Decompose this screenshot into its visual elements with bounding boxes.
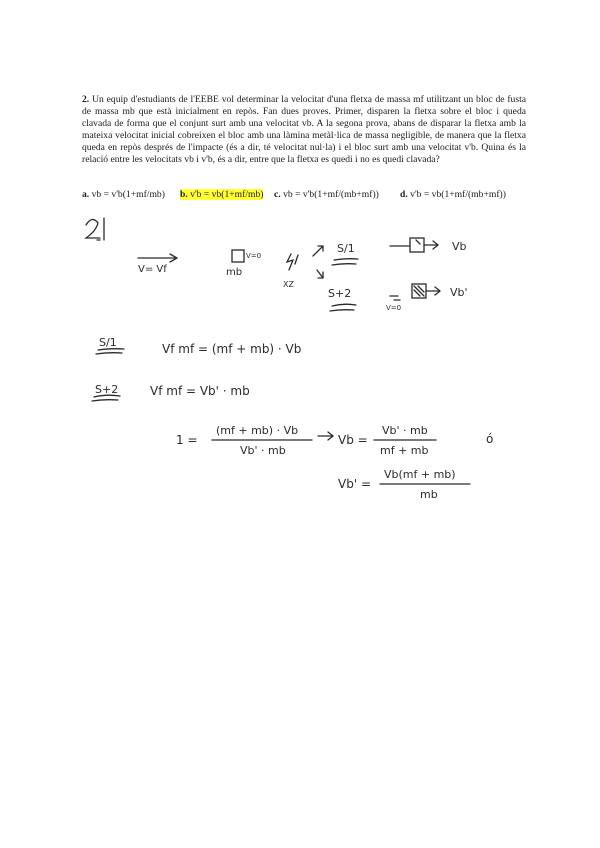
impact-icon [287, 254, 298, 270]
s2-heading-underline [92, 395, 120, 401]
option-b-highlighted [180, 189, 263, 200]
option-a [82, 189, 165, 200]
arrow-down-icon [317, 270, 323, 278]
option-c [274, 189, 379, 200]
option-a-label: a. [82, 189, 90, 200]
option-d [400, 189, 506, 200]
s1-heading-underline [96, 349, 124, 354]
problem-text: Un equip d'estudiants de l'EEBE vol determinar la velocitat d'una fletxa de massa mf utilitzant un bloc de fusta de massa mb que està inicialment en repòs. Fan dues proves. Primer, disparen la fletxa sobre el bloc i queda clavada de forma que el conjunt surt amb una velocitat vb. A la segona prova, abans de disparar la fletxa amb la mateixa velocitat inicial cobreixen el bloc amb una làmina metàl·lica de massa negligible, de manera que la fletxa queda en repòs després de l'impacte (és a dir, té velocitat nul·la) i el bloc surt amb una velocitat v'b. Quina és la relació entre les velocitats vb i v'b, és a dir, entre que la fletxa es quedi i no es quedi clavada? [82, 94, 527, 166]
s2-tag: S+2 [328, 287, 352, 300]
problem-number: 2. [82, 94, 90, 105]
equation-5-denominator: mb [420, 488, 438, 501]
implies-arrow-icon [318, 432, 333, 440]
option-c-label: c. [274, 189, 281, 200]
v0-small-label: V=0 [386, 304, 402, 312]
option-b-label: b. [180, 189, 188, 200]
equation-2: Vf mf = Vb' · mb [150, 384, 250, 398]
arrow-right-icon [416, 240, 438, 249]
block-label: mb [226, 267, 243, 278]
equation-3-lhs: 1 = [176, 433, 198, 447]
option-b-text: v'b = vb(1+mf/mb) [190, 189, 264, 200]
equation-5-lhs: Vb' = [338, 477, 371, 491]
equation-4-lhs: Vb = [338, 433, 368, 447]
option-a-text: vb = v'b(1+mf/mb) [91, 189, 165, 200]
option-d-label: d. [400, 189, 408, 200]
vb-prime-label: Vb' [450, 286, 468, 299]
block-v0-label: V=0 [246, 252, 262, 260]
equation-4-numerator: Vb' · mb [382, 424, 428, 437]
block-icon [232, 250, 244, 262]
side-mark: ó [486, 432, 494, 446]
option-d-text: v'b = vb(1+mf/(mb+mf)) [410, 189, 506, 200]
s2-underline [330, 304, 356, 311]
equation-5-numerator: Vb(mf + mb) [384, 468, 456, 481]
problem-statement [82, 94, 526, 167]
xz-label: XZ [283, 280, 294, 289]
vb-label: Vb [452, 240, 467, 253]
equation-3-denominator: Vb' · mb [240, 444, 286, 457]
arrow-label: V= Vf [138, 264, 167, 275]
s2-heading: S+2 [95, 383, 119, 396]
s1-underline [332, 259, 358, 265]
equation-1: Vf mf = (mf + mb) · Vb [162, 342, 302, 356]
handwritten-solution [0, 200, 600, 520]
handwritten-heading: 2) [86, 220, 101, 236]
equation-3-numerator: (mf + mb) · Vb [216, 424, 299, 437]
arrow-icon [138, 254, 177, 262]
small-arrow-icon [390, 296, 400, 300]
arrow-up-icon [313, 246, 323, 256]
s1-heading: S/1 [99, 336, 117, 349]
s1-tag: S/1 [337, 242, 355, 255]
hatched-block-arrow [414, 286, 440, 296]
equation-4-denominator: mf + mb [380, 444, 429, 457]
option-c-text: vb = v'b(1+mf/(mb+mf)) [283, 189, 379, 200]
